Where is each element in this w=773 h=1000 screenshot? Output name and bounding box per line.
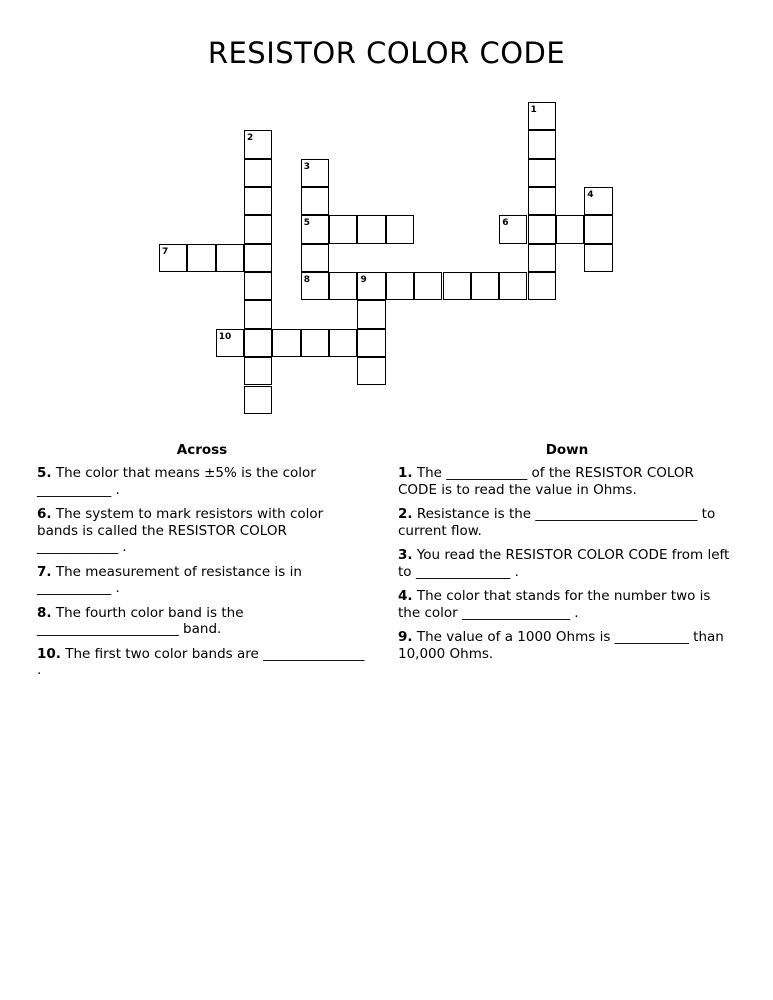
- across-heading: Across: [176, 442, 228, 458]
- crossword-cell[interactable]: [414, 272, 442, 300]
- crossword-cell[interactable]: [301, 329, 329, 357]
- across-clues: [37, 442, 367, 687]
- clue-text: The fourth color band is the _____________________ band.: [37, 604, 244, 637]
- crossword-cell[interactable]: [357, 300, 385, 328]
- crossword-cell[interactable]: [244, 386, 272, 414]
- crossword-cell[interactable]: [528, 215, 556, 243]
- clue-text: The color that stands for the number two is the color ________________ .: [398, 588, 711, 621]
- crossword-cell[interactable]: [528, 102, 556, 130]
- cell-number: 10: [218, 331, 232, 342]
- crossword-cell[interactable]: [216, 244, 244, 272]
- clue-text: The system to mark resistors with color bands is called the RESISTOR COLOR ____________ .: [37, 506, 324, 555]
- crossword-cell[interactable]: [528, 159, 556, 187]
- down-clue: [398, 506, 736, 539]
- down-heading: Down: [545, 442, 589, 458]
- clue-number: 4.: [398, 588, 413, 604]
- crossword-cell[interactable]: [244, 272, 272, 300]
- crossword-cell[interactable]: [584, 244, 612, 272]
- clue-number: 2.: [398, 506, 413, 522]
- down-clues: [398, 442, 736, 670]
- clue-text: The measurement of resistance is in ___________ .: [37, 563, 302, 596]
- crossword-cell[interactable]: [244, 357, 272, 385]
- crossword-cell[interactable]: [386, 272, 414, 300]
- crossword-cell[interactable]: [329, 272, 357, 300]
- clue-text: The color that means ±5% is the color ___________ .: [37, 465, 316, 498]
- crossword-cell[interactable]: [244, 244, 272, 272]
- crossword-cell[interactable]: [357, 329, 385, 357]
- crossword-cell[interactable]: [244, 300, 272, 328]
- crossword-cell[interactable]: [357, 272, 385, 300]
- crossword-cell[interactable]: [528, 187, 556, 215]
- crossword-cell[interactable]: [301, 159, 329, 187]
- clue-number: 3.: [398, 547, 413, 563]
- page-title: RESISTOR COLOR CODE: [207, 36, 566, 70]
- crossword-cell[interactable]: [528, 130, 556, 158]
- crossword-cell[interactable]: [443, 272, 471, 300]
- clue-number: 8.: [37, 604, 52, 621]
- down-clue: [398, 588, 736, 621]
- crossword-cell[interactable]: [244, 130, 272, 158]
- clue-number: 7.: [37, 563, 52, 580]
- clue-text: The first two color bands are _______________ .: [37, 645, 365, 678]
- clue-number: 5.: [37, 465, 52, 481]
- clue-text: You read the RESISTOR COLOR CODE from left to ______________ .: [398, 547, 730, 580]
- crossword-cell[interactable]: [216, 329, 244, 357]
- crossword-cell[interactable]: [272, 329, 300, 357]
- crossword-cell[interactable]: [329, 215, 357, 243]
- cell-number: 9: [360, 275, 367, 286]
- clue-number: 9.: [398, 629, 413, 645]
- crossword-cell[interactable]: [357, 215, 385, 243]
- crossword-cell[interactable]: [386, 215, 414, 243]
- crossword-cell[interactable]: [584, 215, 612, 243]
- down-clue: [398, 547, 736, 580]
- cell-number: 5: [303, 218, 311, 229]
- crossword-cell[interactable]: [244, 215, 272, 243]
- down-clue: [398, 629, 736, 662]
- across-clue: [37, 465, 367, 498]
- crossword-cell[interactable]: [471, 272, 499, 300]
- clue-text: The ____________ of the RESISTOR COLOR CODE is to read the value in Ohms.: [398, 465, 694, 498]
- crossword-cell[interactable]: [301, 187, 329, 215]
- crossword-cell[interactable]: [499, 272, 527, 300]
- cell-number: 2: [247, 133, 254, 144]
- clue-number: 6.: [37, 506, 52, 522]
- clue-text: Resistance is the ________________________ to current flow.: [398, 506, 716, 539]
- crossword-cell[interactable]: [244, 329, 272, 357]
- cell-number: 8: [303, 275, 311, 286]
- crossword-cell[interactable]: [159, 244, 187, 272]
- across-clue: [37, 605, 367, 638]
- crossword-cell[interactable]: [556, 215, 584, 243]
- crossword-cell[interactable]: [187, 244, 215, 272]
- crossword-cell[interactable]: [301, 215, 329, 243]
- crossword-grid: [0, 0, 773, 430]
- clue-number: 10.: [37, 645, 61, 662]
- clue-text: The value of a 1000 Ohms is ___________ than 10,000 Ohms.: [398, 629, 724, 662]
- across-clue: [37, 506, 367, 556]
- crossword-cell[interactable]: [329, 329, 357, 357]
- cell-number: 7: [162, 246, 169, 257]
- crossword-cell[interactable]: [528, 272, 556, 300]
- cell-number: 3: [303, 161, 311, 172]
- clue-number: 1.: [398, 465, 413, 481]
- cell-number: 4: [587, 190, 594, 201]
- crossword-cell[interactable]: [499, 215, 527, 243]
- crossword-cell[interactable]: [528, 244, 556, 272]
- crossword-cell[interactable]: [301, 244, 329, 272]
- crossword-cell[interactable]: [301, 272, 329, 300]
- crossword-cell[interactable]: [584, 187, 612, 215]
- across-clue: [37, 646, 367, 679]
- down-clue: [398, 465, 736, 498]
- across-clue: [37, 564, 367, 597]
- cell-number: 6: [502, 218, 509, 229]
- cell-number: 1: [530, 105, 537, 115]
- crossword-cell[interactable]: [244, 187, 272, 215]
- crossword-cell[interactable]: [357, 357, 385, 385]
- crossword-cell[interactable]: [244, 159, 272, 187]
